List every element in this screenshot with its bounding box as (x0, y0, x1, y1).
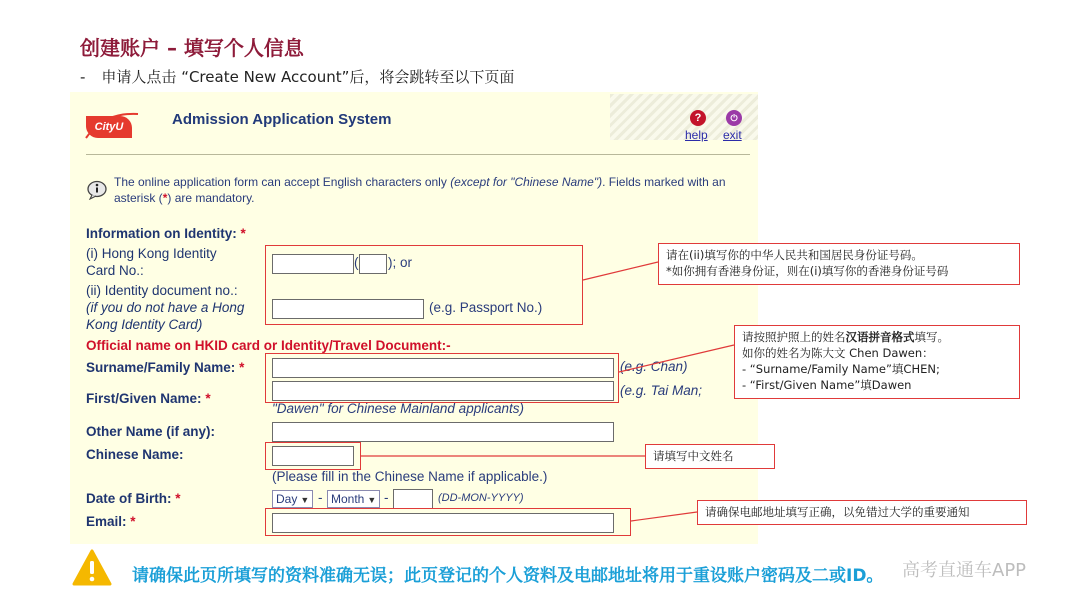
surname-hint: (e.g. Chan) (620, 359, 688, 374)
mandatory-asterisk: * (162, 191, 168, 205)
dob-day-select[interactable]: Day ▼ (272, 490, 313, 508)
name-callout-line-2: 如你的姓名为陈大文 Chen Dawen： (742, 346, 934, 360)
other-name-label: Other Name (if any): (86, 424, 216, 439)
identity-callout-line-1: 请在(ii)填写你的中华人民共和国居民身份证号码。 (666, 248, 923, 262)
exit-link[interactable]: exit (723, 128, 742, 142)
notice-text-1: The online application form can accept English characters only (114, 175, 451, 189)
dob-month-select[interactable]: Month ▼ (327, 490, 380, 508)
dob-label: Date of Birth: * (86, 491, 181, 506)
chinese-name-hint: (Please fill in the Chinese Name if applicable.) (272, 469, 548, 484)
help-icon[interactable]: ? (690, 110, 706, 126)
identity-heading: Information on Identity: * (86, 226, 246, 241)
surname-label: Surname/Family Name: * (86, 360, 245, 375)
dob-separator-2: - (384, 490, 389, 505)
given-name-label: First/Given Name: * (86, 391, 211, 406)
help-link[interactable]: help (685, 128, 708, 142)
name-callout-line-1: 请按照护照上的姓名汉语拼音格式填写。 (742, 330, 949, 344)
subtitle-dash: - (80, 68, 86, 86)
notice-text-3: ) are mandatory. (167, 191, 255, 205)
chinese-name-label: Chinese Name: (86, 447, 184, 462)
name-callout-line-3: - “Surname/Family Name”填CHEN; (742, 362, 940, 376)
iddoc-hint: (e.g. Passport No.) (429, 300, 543, 315)
email-label: Email: * (86, 514, 136, 529)
iddoc-label-1: (ii) Identity document no.: (86, 283, 238, 298)
hkid-label-1: (i) Hong Kong Identity (86, 246, 217, 261)
warning-text: 请确保此页所填写的资料准确无误；此页登记的个人资料及电邮地址将用于重设账户密码及二或ID。 (132, 566, 884, 586)
chinese-name-callout: 请填写中文姓名 (645, 444, 775, 469)
chevron-down-icon: ▼ (367, 495, 377, 505)
dob-format-hint: (DD-MON-YYYY) (438, 492, 524, 504)
email-callout: 请确保电邮地址填写正确，以免错过大学的重要通知 (697, 500, 1027, 525)
slide-title: 创建账户 – 填写个人信息 (80, 36, 304, 60)
name-callout-line-4: - “First/Given Name”填Dawen (742, 378, 912, 392)
chevron-down-icon: ▼ (300, 495, 310, 505)
watermark: 高考直通车APP (902, 560, 1027, 581)
warning-icon (72, 548, 112, 588)
subtitle-text: 申请人点击 “Create New Account”后，将会跳转至以下页面 (101, 68, 515, 86)
identity-callout (658, 243, 1020, 285)
notice-text-2: . Fields marked with an asterisk ( (114, 175, 726, 205)
notice-text-italic: (except for "Chinese Name") (450, 175, 603, 189)
official-name-heading: Official name on HKID card or Identity/Travel Document:- (86, 338, 451, 353)
name-callout (734, 325, 1020, 399)
given-name-hint: (e.g. Tai Man; (620, 383, 703, 398)
hkid-label-2: Card No.: (86, 263, 144, 278)
exit-icon[interactable]: ⏻ (726, 110, 742, 126)
app-title: Admission Application System (172, 111, 392, 128)
cityu-logo: CityU (86, 116, 132, 138)
identity-callout-line-2: *如你拥有香港身份证，则在(i)填写你的香港身份证号码 (666, 264, 949, 278)
hkid-open-paren: ( (354, 255, 359, 270)
given-name-hint-2: "Dawen" for Chinese Mainland applicants) (272, 401, 524, 416)
hkid-close-paren: ); or (388, 255, 413, 270)
iddoc-label-2: (if you do not have a Hong (86, 300, 245, 315)
dob-separator-1: - (318, 490, 323, 505)
iddoc-label-3: Kong Identity Card) (86, 317, 203, 332)
